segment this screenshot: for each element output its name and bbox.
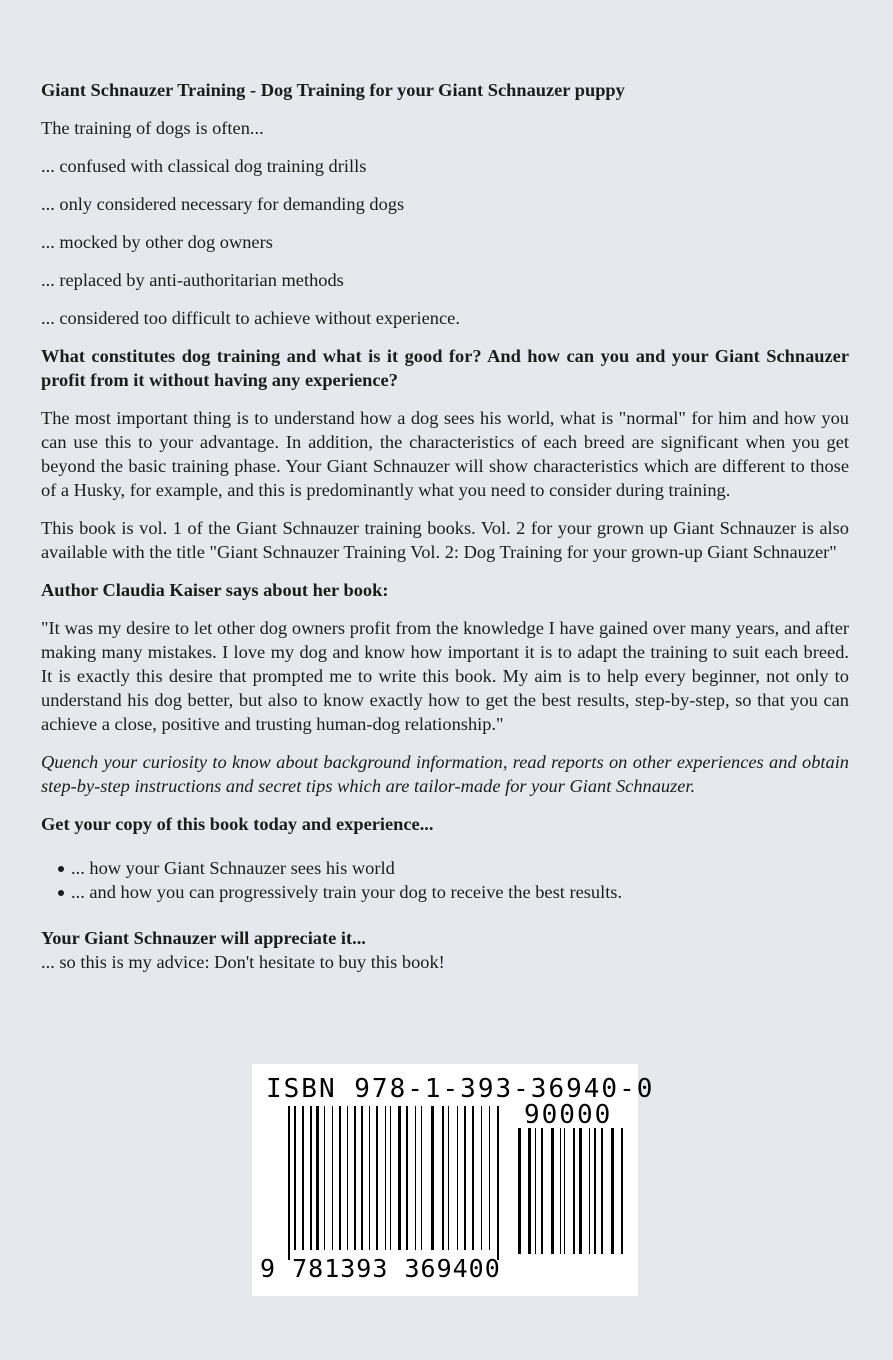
- isbn-barcode: [252, 1064, 655, 1296]
- often-item-2: ... only considered necessary for demanding dogs: [41, 194, 405, 214]
- paragraph-volume-info: This book is vol. 1 of the Giant Schnauzer training books. Vol. 2 for your grown up Giant Schnauzer is also available with the title "Giant Schnauzer Training Vol. 2: Dog Training for your grown-up Giant Schnauzer": [41, 518, 849, 562]
- paragraph-breed-characteristics: The most important thing is to understand how a dog sees his world, what is "normal" for him and how you can use this to your advantage. In addition, the characteristics of each breed are significant when you get beyond the basic training phase. Your Giant Schnauzer will show characteristics which are different to those of a Husky, for example, and this is predominantly what you need to consider during training.: [41, 408, 849, 500]
- author-quote: "It was my desire to let other dog owners profit from the knowledge I have gained over many years, and after making many mistakes. I love my dog and know how important it is to adapt the training to suit each breed. It is exactly this desire that prompted me to write this book. My aim is to help every beginner, not only to understand his dog better, but also to know exactly how to get the best results, step-by-step, so that you can achieve a close, positive and trusting human-dog relationship.": [41, 618, 849, 734]
- often-item-3: ... mocked by other dog owners: [41, 232, 273, 252]
- italic-paragraph: Quench your curiosity to know about background information, read reports on other experiences and obtain step-by-step instructions and secret tips which are tailor-made for your Giant Schnauzer.: [41, 752, 849, 796]
- benefit-item-1: ... how your Giant Schnauzer sees his world: [71, 856, 849, 880]
- closing-line: ... so this is my advice: Don't hesitate to buy this book!: [41, 952, 445, 972]
- cta-heading: Get your copy of this book today and experience...: [41, 814, 434, 834]
- often-item-1: ... confused with classical dog training drills: [41, 156, 367, 176]
- description-text: [41, 78, 849, 974]
- intro-line: The training of dogs is often...: [41, 118, 264, 138]
- isbn-label: ISBN 978-1-393-36940-0: [266, 1074, 655, 1104]
- often-item-5: ... considered too difficult to achieve without experience.: [41, 308, 460, 328]
- book-title: Giant Schnauzer Training - Dog Training for your Giant Schnauzer puppy: [41, 80, 625, 100]
- closing-heading: Your Giant Schnauzer will appreciate it...: [41, 928, 366, 948]
- question-heading: What constitutes dog training and what is it good for? And how can you and your Giant Schnauzer profit from it without having any experience?: [41, 346, 849, 390]
- benefit-item-2: ... and how you can progressively train your dog to receive the best results.: [71, 880, 849, 904]
- author-heading: Author Claudia Kaiser says about her book:: [41, 580, 389, 600]
- often-item-4: ... replaced by anti-authoritarian methods: [41, 270, 344, 290]
- benefit-list: [41, 856, 849, 904]
- barcode-digits: 9 781393 369400: [260, 1254, 501, 1283]
- addon-price: 90000: [524, 1100, 613, 1130]
